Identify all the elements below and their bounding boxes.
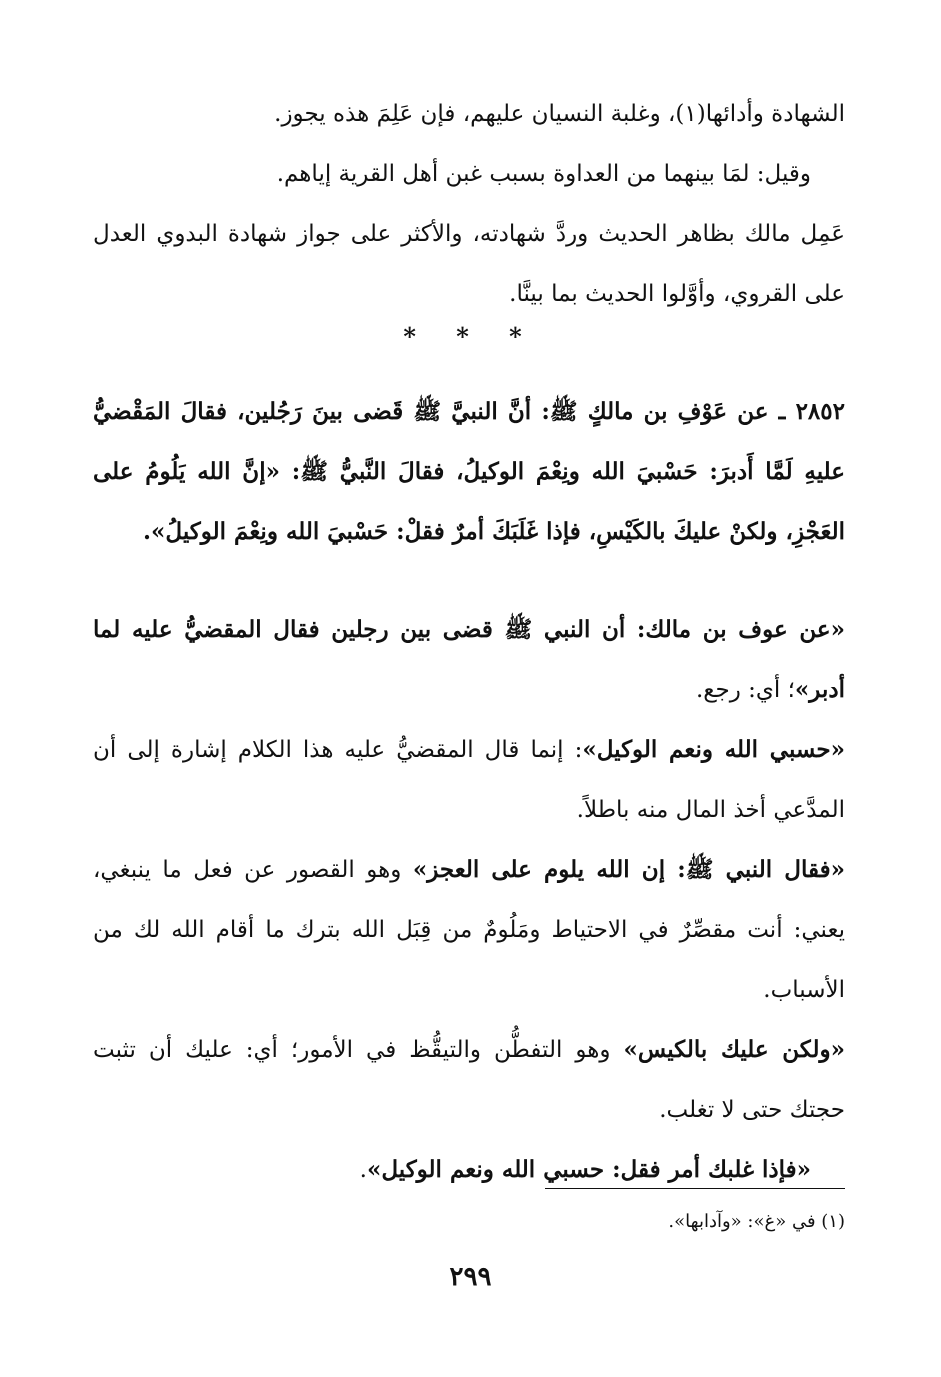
explanation-paragraph: [93, 720, 845, 840]
top-text: [93, 84, 845, 324]
explanation-block: [93, 600, 845, 1200]
explanation-quote: «ولكن عليك بالكيس»: [623, 1036, 845, 1063]
explanation-text: .: [359, 1157, 367, 1183]
top-paragraph: الشهادة وأدائها(١)، وغلبة النسيان عليهم، فإن عَلِمَ هذه يجوز.: [274, 101, 845, 127]
explanation-text: وهو التفطُّن والتيقُّظ في الأمور؛ أي: عليك أن تثبت حجتك حتى لا تغلب.: [93, 1037, 845, 1123]
explanation-text: : إنما قال المقضيُّ عليه هذا الكلام إشارة إلى أن المدَّعي أخذ المال منه باطلاً.: [93, 737, 845, 823]
explanation-quote: «عن عوف بن مالك: أن النبي ﷺ قضى بين رجلين فقال المقضيُّ عليه لما أدبر»: [93, 616, 845, 703]
explanation-quote: «فإذا غلبك أمر فقل: حسبي الله ونعم الوكيل»: [366, 1156, 811, 1183]
hadith-text: ٢٨٥٢ ـ عن عَوْفِ بن مالكٍ ﷺ: أنَّ النبيَّ ﷺ قَضى بينَ رَجُلين، فقالَ المَقْضيُّ عليهِ لَمَّا أَدبرَ: حَسْبيَ الله ونِعْمَ الوكيلُ، فقالَ النَّبيُّ ﷺ: «إنَّ الله يَلُومُ على العَجْزِ، ولكنْ عليكَ بالكَيْسِ، فإذا غَلَبَكَ أمرٌ فقلْ: حَسْبيَ الله ونِعْمَ الوكيلُ».: [93, 398, 845, 545]
explanation-text: وهو القصور عن فعل ما ينبغي، يعني: أنت مقصِّرٌ في الاحتياط ومَلُومٌ من قِبَل الله بترك ما أقام الله لك من الأسباب.: [93, 857, 845, 1003]
section-separator: * * *: [403, 322, 538, 351]
top-paragraph: عَمِل مالك بظاهر الحديث وردَّ شهادته، والأكثر على جواز شهادة البدوي العدل على القروي، وأوَّلوا الحديث بما بينَّا.: [93, 221, 846, 307]
footnote: (١) في «غ»: «وآدابها».: [668, 1211, 845, 1232]
explanation-text: ؛ أي: رجع.: [695, 677, 795, 703]
footnote-divider: [545, 1188, 845, 1189]
explanation-quote: «حسبي الله ونعم الوكيل»: [582, 736, 846, 763]
page-number: ٢٩٩: [449, 1262, 492, 1292]
explanation-paragraph: [93, 840, 845, 1020]
top-paragraph: وقيل: لمَا بينهما من العداوة بسبب غبن أهل القرية إياهم.: [276, 161, 811, 187]
explanation-paragraph: [93, 600, 845, 720]
explanation-quote: «فقال النبي ﷺ: إن الله يلوم على العجز»: [412, 856, 845, 883]
explanation-paragraph: [93, 1020, 845, 1140]
explanation-paragraph: [93, 1140, 845, 1200]
hadith-block: [93, 382, 845, 562]
